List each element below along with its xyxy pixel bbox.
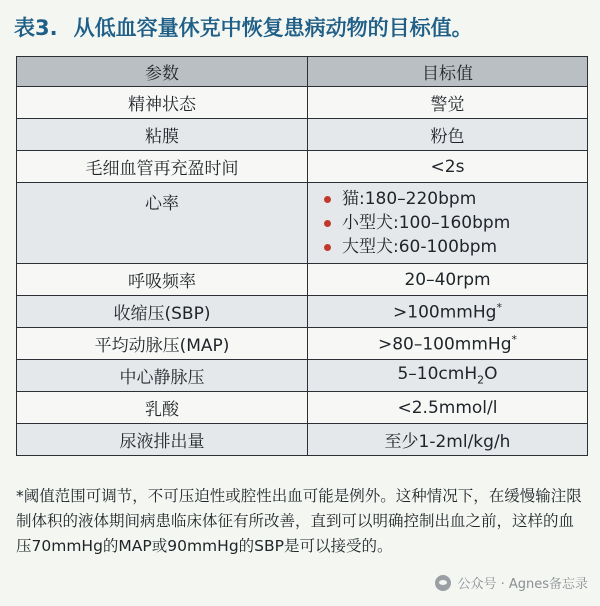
table-row [17,87,588,119]
value-cell [308,328,588,360]
param-cell: 尿液排出量 [17,424,308,456]
param-cell: 平均动脉压(MAP) [17,328,308,360]
table-header-row [17,57,588,87]
table-number: 表3. [14,16,58,40]
param-cell: 毛细血管再充盈时间 [17,151,308,183]
value-text: 5–10cmH [397,364,478,385]
subscript: 2 [477,373,485,387]
table-row [17,328,588,360]
value-cell: <2.5mmol/l [308,392,588,424]
value-cell: 至少1-2ml/kg/h [308,424,588,456]
param-cell: 乳酸 [17,392,308,424]
list-item-text: 小型犬:100–160bpm [342,213,511,233]
table-row [17,392,588,424]
table-row [17,119,588,151]
table-row [17,183,588,264]
value-cell [308,360,588,392]
header-target: 目标值 [308,57,588,87]
list-item [342,235,581,259]
table-row [17,360,588,392]
value-text: >100mmHg [393,302,497,323]
target-values-table [16,56,588,456]
table-row [17,424,588,456]
bullet-icon [324,196,331,203]
value-cell [308,296,588,328]
list-item-text: 大型犬:60-100bpm [342,237,498,257]
table-caption: 从低血容量休克中恢复患病动物的目标值。 [73,16,473,40]
list-item-text: 猫:180–220bpm [342,189,477,209]
table-row [17,264,588,296]
bullet-icon [324,244,331,251]
heart-rate-list [314,183,581,263]
footnote: *阈值范围可调节，不可压迫性或腔性出血可能是例外。这种情况下，在缓慢输注限制体积的液体期间病患临床体征有所改善，直到可以明确控制出血之前，这样的血压70mmHg的MAP或90mmHg的SBP是可以接受的。 [16,487,582,555]
bullet-icon [324,220,331,227]
value-text: >80–100mmHg [377,334,512,355]
watermark [435,573,588,592]
footnote-mark: * [496,300,502,314]
wechat-icon [435,575,451,591]
param-cell: 粘膜 [17,119,308,151]
value-cell: 20–40rpm [308,264,588,296]
header-param: 参数 [17,57,308,87]
value-cell: 粉色 [308,119,588,151]
param-cell: 呼吸频率 [17,264,308,296]
param-cell: 中心静脉压 [17,360,308,392]
watermark-text: 公众号 · Agnes备忘录 [457,577,588,592]
value-cell: 警觉 [308,87,588,119]
table-row [17,151,588,183]
value-cell: <2s [308,151,588,183]
value-text-suffix: O [484,364,498,385]
table-row [17,296,588,328]
param-cell: 收缩压(SBP) [17,296,308,328]
list-item [342,211,581,235]
table-title [14,12,473,42]
list-item [342,187,581,211]
value-cell [308,183,588,264]
param-cell: 精神状态 [17,87,308,119]
footnote-mark: * [511,332,518,346]
param-cell: 心率 [17,183,308,264]
